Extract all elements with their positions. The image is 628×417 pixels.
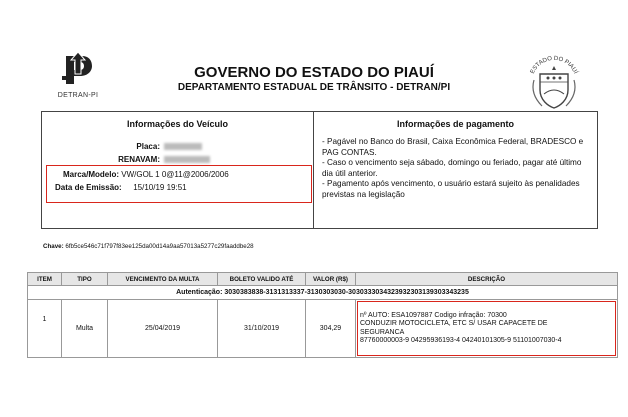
- header-amount: VALOR (R$): [306, 273, 356, 286]
- payment-instructions: [322, 137, 592, 200]
- government-title: GOVERNO DO ESTADO DO PIAUÍ: [194, 64, 434, 81]
- renavam-row: [94, 155, 210, 164]
- department-title: DEPARTAMENTO ESTADUAL DE TRÂNSITO - DETRAN/PI: [177, 82, 451, 93]
- cell-item: 1: [28, 300, 62, 358]
- cell-valid-until: 31/10/2019: [218, 300, 306, 358]
- issue-date-value: 15/10/19 19:51: [133, 183, 187, 192]
- payment-info: [314, 112, 597, 228]
- cell-amount: 304,29: [306, 300, 356, 358]
- header-description: DESCRIÇÃO: [356, 273, 618, 286]
- issue-date-row: [55, 183, 187, 192]
- fines-table: [27, 272, 618, 358]
- payment-line: - Caso o vencimento seja sábado, domingo ou feriado, pagar até último dia útil anterior.: [322, 158, 582, 178]
- model-value: VW/GOL 1 0@11@2006/2006: [121, 170, 229, 179]
- key-label: Chave:: [43, 243, 64, 250]
- state-seal-icon: [522, 50, 586, 114]
- state-seal: [522, 50, 586, 114]
- issue-date-label: Data de Emissão:: [55, 183, 122, 192]
- desc-line: SEGURANCA: [360, 328, 405, 336]
- desc-line: nº AUTO: ESA1097887 Codigo infração: 70300: [360, 311, 507, 319]
- key-value: 6fb5ce546c71f797f83ee125da00d14a9aa57013a5277c29faaddbe28: [65, 243, 254, 250]
- plate-row: [118, 142, 202, 151]
- cell-due-date: 25/04/2019: [108, 300, 218, 358]
- highlight-description-box: [357, 301, 616, 356]
- cell-type: Multa: [62, 300, 108, 358]
- document-key: [43, 243, 254, 250]
- payment-line: - Pagável no Banco do Brasil, Caixa Econômica Federal, BRADESCO e PAG CONTAS.: [322, 137, 584, 157]
- document-header: [0, 0, 628, 118]
- header-item: ITEM: [28, 273, 62, 286]
- plate-value-redacted: [164, 143, 202, 150]
- table-header-row: [28, 273, 618, 286]
- payment-info-heading: Informações de pagamento: [396, 119, 515, 129]
- header-due-date: VENCIMENTO DA MULTA: [108, 273, 218, 286]
- header-type: TIPO: [62, 273, 108, 286]
- info-box: [41, 111, 598, 229]
- model-label: Marca/Modelo:: [62, 170, 119, 179]
- auth-label: Autenticação:: [176, 289, 223, 296]
- auth-value: 3030383838-3131313337-3130303030-3030333034323932303139303343235: [224, 289, 469, 296]
- vehicle-info: [42, 112, 314, 228]
- renavam-value-redacted: [164, 156, 210, 163]
- logo-caption: DETRAN-PI: [57, 92, 99, 99]
- svg-text:ESTADO DO PIAUÍ: [530, 56, 579, 75]
- table-row: [28, 300, 618, 358]
- vehicle-info-heading: Informações do Veículo: [126, 119, 229, 129]
- cell-description: [356, 300, 618, 358]
- auth-row: [28, 286, 618, 300]
- model-row: [55, 170, 229, 179]
- plate-label: Placa:: [136, 142, 160, 151]
- auth-cell: [28, 286, 618, 300]
- desc-line: 87760000003-9 04295936193-4 04240101305-9 51101007030-4: [360, 336, 562, 344]
- desc-line: CONDUZIR MOTOCICLETA, ETC S/ USAR CAPACETE DE: [360, 320, 548, 328]
- header-valid-until: BOLETO VALIDO ATÉ: [218, 273, 306, 286]
- payment-line: - Pagamento após vencimento, o usuário estará sujeito às penalidades previstas na legislação: [322, 179, 580, 199]
- seal-text: ESTADO DO PIAUÍ: [529, 55, 579, 75]
- renavam-label: RENAVAM:: [118, 155, 160, 164]
